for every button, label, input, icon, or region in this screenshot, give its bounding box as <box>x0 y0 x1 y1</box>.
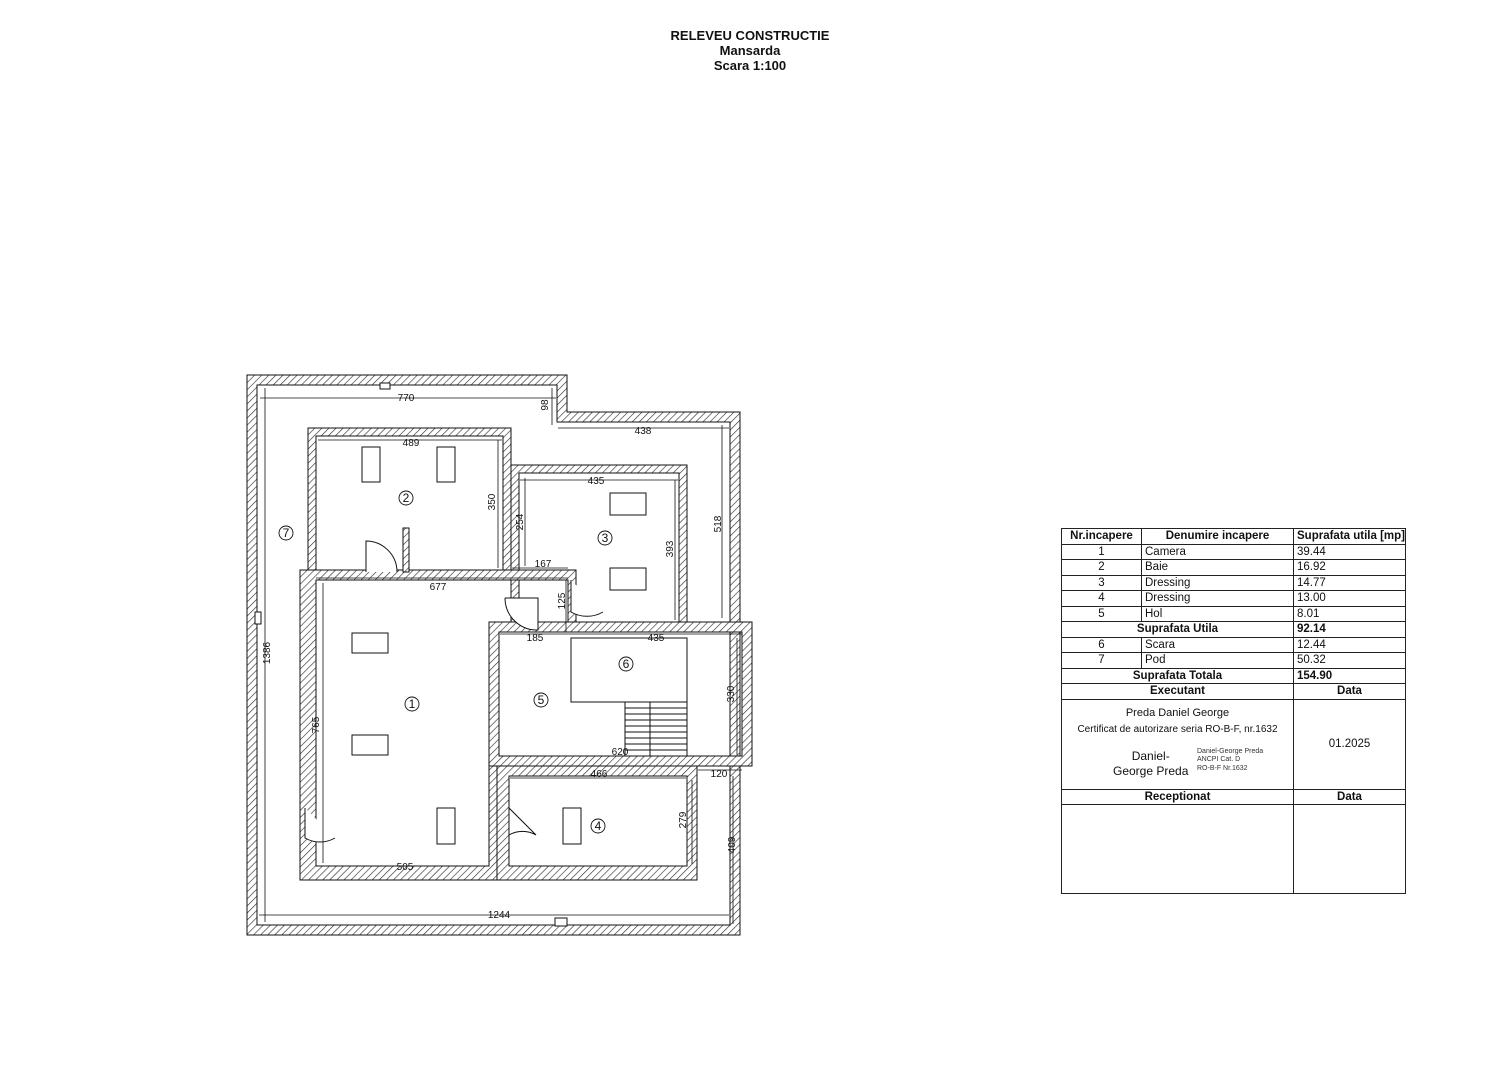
door-room-2 <box>366 541 397 572</box>
roof-window <box>563 808 581 844</box>
receptionat-date-label: Data <box>1294 789 1406 805</box>
room-marker-2: 2 <box>402 491 410 505</box>
table-row <box>1062 637 1406 653</box>
executant-label: Executant <box>1062 684 1294 700</box>
dim-435b: 435 <box>647 633 665 644</box>
cell-area: 16.92 <box>1294 560 1406 576</box>
stamp-line-2: ANCPI Cat. D <box>1197 756 1241 763</box>
roof-window <box>555 918 567 926</box>
door-room-3 <box>571 580 603 616</box>
executant-name: Preda Daniel George <box>1125 706 1230 719</box>
cell-nr: 6 <box>1062 637 1142 653</box>
staircase <box>571 638 687 756</box>
dim-279: 279 <box>678 811 689 829</box>
title-line-1: RELEVEU CONSTRUCTIE <box>670 28 830 43</box>
dim-518: 518 <box>713 515 724 533</box>
stamp-line-1: Daniel-George Preda <box>1197 747 1264 755</box>
header-area: Suprafata utila [mp] <box>1294 529 1406 545</box>
partition-stub <box>403 528 409 572</box>
cell-name: Dressing <box>1142 591 1294 607</box>
cell-name: Pod <box>1142 653 1294 669</box>
roof-window <box>352 633 388 653</box>
room-marker-3: 3 <box>601 531 609 545</box>
dim-677: 677 <box>429 582 447 593</box>
total-label: Suprafata Totala <box>1062 668 1294 684</box>
room-marker-4: 4 <box>594 819 602 833</box>
dim-489: 489 <box>402 438 420 449</box>
dim-254: 254 <box>515 513 526 531</box>
room-marker-1: 1 <box>408 697 416 711</box>
roof-window <box>352 735 388 755</box>
cell-name: Baie <box>1142 560 1294 576</box>
executant-date-label: Data <box>1294 684 1406 700</box>
digital-signature-stamp <box>1197 748 1263 774</box>
dim-409: 409 <box>727 836 738 854</box>
dim-770: 770 <box>397 393 415 404</box>
executant-row <box>1062 699 1406 789</box>
signature-name <box>1113 749 1188 779</box>
executant-date: 01.2025 <box>1294 699 1406 789</box>
dim-1244: 1244 <box>487 910 511 921</box>
executant-header-row <box>1062 684 1406 700</box>
room-marker-5: 5 <box>537 693 545 707</box>
cell-nr: 2 <box>1062 560 1142 576</box>
cell-area: 12.44 <box>1294 637 1406 653</box>
header-name: Denumire incapere <box>1142 529 1294 545</box>
room-marker-6: 6 <box>622 657 630 671</box>
door-room-1 <box>305 808 335 842</box>
total-value: 154.90 <box>1294 668 1406 684</box>
stamp-line-3: RO-B-F Nr.1632 <box>1197 764 1248 772</box>
dim-125: 125 <box>557 592 568 610</box>
cell-area: 39.44 <box>1294 544 1406 560</box>
dim-1386: 1386 <box>262 641 273 665</box>
roof-window <box>380 383 390 389</box>
receptionat-header-row <box>1062 789 1406 805</box>
roof-window <box>610 568 646 590</box>
receptionat-date-area <box>1294 805 1406 894</box>
dim-330: 330 <box>726 685 737 703</box>
subtotal-row <box>1062 622 1406 638</box>
dim-167: 167 <box>534 559 552 570</box>
dim-98: 98 <box>540 399 551 411</box>
header-nr: Nr.incapere <box>1062 529 1142 545</box>
door-room-4 <box>509 808 536 835</box>
dim-620: 620 <box>611 747 629 758</box>
table-row <box>1062 575 1406 591</box>
cell-name: Hol <box>1142 606 1294 622</box>
dim-350: 350 <box>487 493 498 511</box>
receptionat-label: Receptionat <box>1062 789 1294 805</box>
cell-name: Camera <box>1142 544 1294 560</box>
table-row <box>1062 653 1406 669</box>
roof-window <box>610 493 646 515</box>
roof-window <box>437 808 455 844</box>
cell-area: 50.32 <box>1294 653 1406 669</box>
dim-435a: 435 <box>587 476 605 487</box>
signature-block <box>1065 737 1290 789</box>
cell-nr: 3 <box>1062 575 1142 591</box>
dim-393: 393 <box>665 540 676 558</box>
table-row <box>1062 560 1406 576</box>
room-marker-7: 7 <box>282 526 290 540</box>
dim-505: 505 <box>396 862 414 873</box>
dim-765: 765 <box>311 716 322 734</box>
cell-area: 13.00 <box>1294 591 1406 607</box>
certificate-text: Certificat de autorizare seria RO-B-F, nr.1632 <box>1077 723 1278 735</box>
table-header-row <box>1062 529 1406 545</box>
cell-name: Dressing <box>1142 575 1294 591</box>
dim-120: 120 <box>710 769 728 780</box>
cell-nr: 7 <box>1062 653 1142 669</box>
subtotal-label: Suprafata Utila <box>1062 622 1294 638</box>
total-row <box>1062 668 1406 684</box>
cell-nr: 5 <box>1062 606 1142 622</box>
subtotal-value: 92.14 <box>1294 622 1406 638</box>
roof-window <box>255 612 261 624</box>
stair-flight <box>625 702 687 756</box>
roof-window <box>437 447 455 482</box>
cell-nr: 1 <box>1062 544 1142 560</box>
cell-nr: 4 <box>1062 591 1142 607</box>
executant-details <box>1062 699 1294 789</box>
room-schedule-table <box>1061 528 1406 894</box>
table-row <box>1062 606 1406 622</box>
cell-name: Scara <box>1142 637 1294 653</box>
receptionat-signature-area <box>1062 805 1294 894</box>
signature-name-line-2: George Preda <box>1113 763 1189 778</box>
signature-name-line-1: Daniel- <box>1131 748 1170 763</box>
cell-area: 8.01 <box>1294 606 1406 622</box>
dim-466: 466 <box>590 769 608 780</box>
roof-window <box>362 447 380 482</box>
cell-area: 14.77 <box>1294 575 1406 591</box>
dim-185: 185 <box>526 633 544 644</box>
receptionat-row <box>1062 805 1406 894</box>
table-row <box>1062 544 1406 560</box>
dim-438: 438 <box>634 426 652 437</box>
title-line-3: Scara 1:100 <box>713 58 787 73</box>
title-line-2: Mansarda <box>719 43 781 58</box>
table-row <box>1062 591 1406 607</box>
